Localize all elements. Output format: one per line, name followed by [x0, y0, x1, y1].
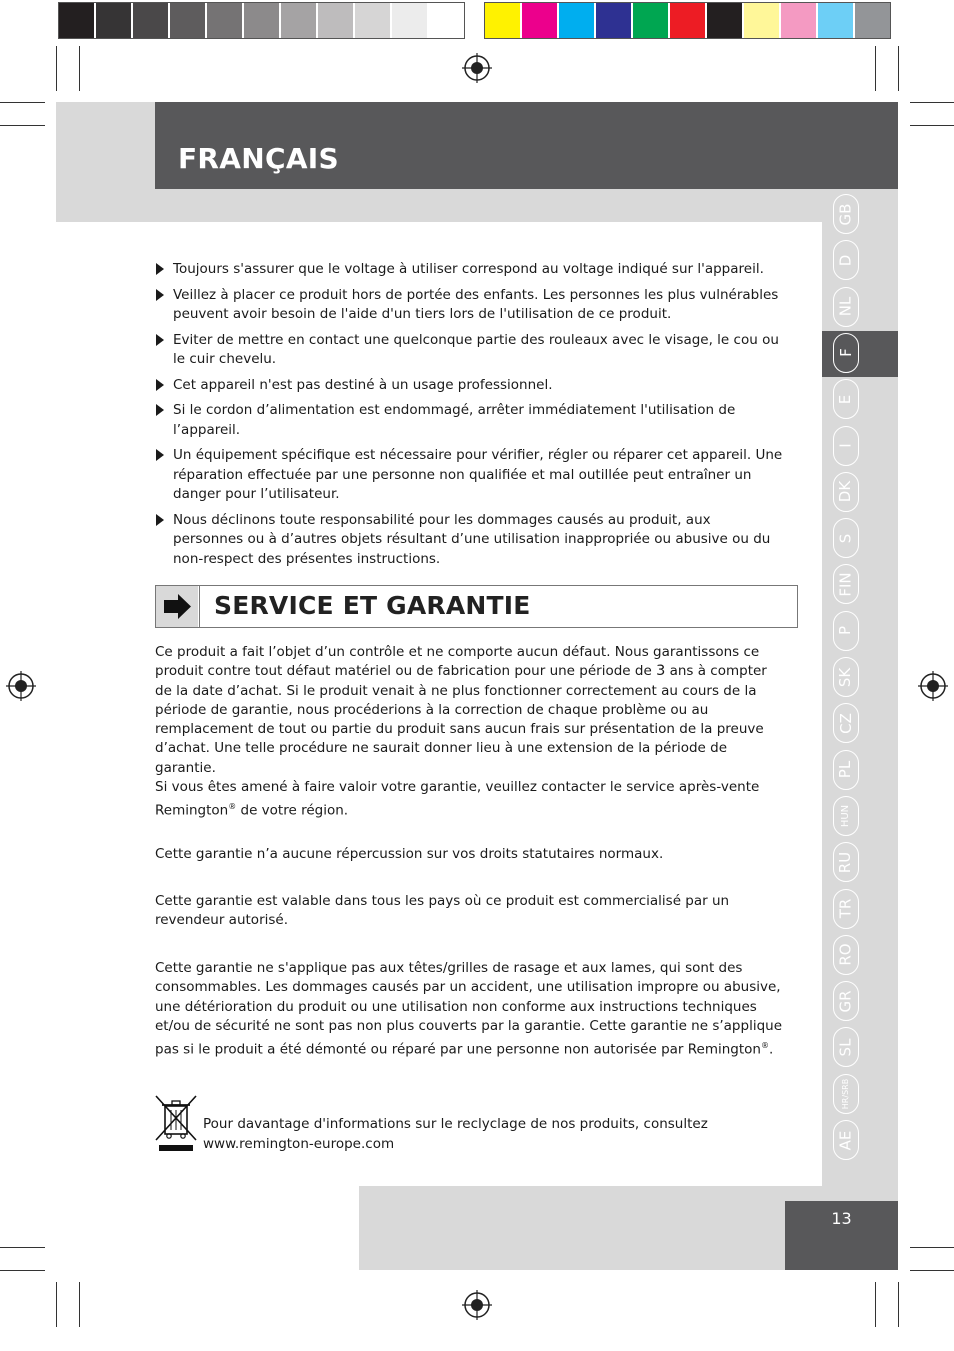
grey-swatch [355, 3, 390, 38]
bullet-triangle-icon [156, 514, 164, 526]
language-tab-label: RU [836, 851, 855, 873]
language-tab-label: S [836, 533, 855, 543]
color-swatch [707, 3, 742, 38]
language-tab-i[interactable] [833, 426, 859, 466]
crop-mark [910, 1247, 954, 1248]
language-tab-sk[interactable] [833, 657, 859, 697]
recycle-note [203, 1115, 763, 1154]
language-tab-label: AE [836, 1130, 855, 1150]
grey-swatch [429, 3, 464, 38]
color-swatch [818, 3, 853, 38]
safety-list-text: Un équipement spécifique est nécessaire pour vérifier, régler ou réparer cet appareil. Une réparation effectuée par une personne non qualifiée et mal outillée peut entraîner un danger pour l’utilisateur. [173, 447, 783, 502]
bullet-triangle-icon [156, 289, 164, 301]
warranty-text-end: ans à compter de la date d’achat. Si le produit venait à ne plus fonctionner correctement au cours de la période de garantie, nous procéderions à la correction de chaque problème ou au remplacement de tout ou partie du produit sans aucun frais sur présentation de la preuve d’achat. Une telle procédure ne saurait donner lieu à une extension de la période de garantie. [155, 663, 767, 776]
weee-crossed-bin-icon [155, 1094, 197, 1152]
safety-list [155, 260, 785, 575]
page-number: 13 [831, 1209, 852, 1228]
safety-list-item [155, 376, 785, 396]
crop-mark [910, 125, 954, 126]
section-title: SERVICE ET GARANTIE [214, 591, 531, 620]
language-tab-label: E [836, 394, 855, 404]
warranty-text-start: Ce produit a fait l’objet d’un contrôle et ne comporte aucun défaut. Nous garantissons ce produit contre tout défaut matériel ou de fabrication pour une période de [155, 644, 760, 680]
safety-list-text: Si le cordon d’alimentation est endommagé, arrêter immédiatement l'utilisation de l’appareil. [173, 402, 736, 438]
safety-list-item [155, 286, 785, 325]
language-tab-label: HUN [839, 804, 851, 828]
language-tab-ro[interactable] [833, 935, 859, 975]
language-tab-nl[interactable] [833, 287, 859, 327]
section-divider [199, 586, 200, 627]
crop-mark [79, 1282, 80, 1327]
language-tab-label: CZ [836, 712, 855, 734]
grey-swatch [96, 3, 131, 38]
language-tab-label: P [836, 626, 855, 636]
language-tab-label: I [836, 443, 855, 448]
language-tab-ae[interactable] [833, 1120, 859, 1160]
language-tab-s[interactable] [833, 518, 859, 558]
safety-list-text: Toujours s'assurer que le voltage à utiliser correspond au voltage indiqué sur l'appareil. [173, 261, 764, 277]
warranty-paragraph [155, 643, 785, 821]
arrow-right-icon [156, 586, 198, 627]
language-tab-label: SK [836, 667, 855, 687]
color-swatch-bar [484, 2, 891, 39]
safety-list-text: Cet appareil n'est pas destiné à un usage professionnel. [173, 376, 553, 393]
language-tab-label: RO [836, 943, 855, 966]
language-tab-f[interactable] [833, 333, 859, 373]
language-tab-label: TR [836, 898, 855, 919]
safety-list-text: Eviter de mettre en contact une quelconque partie des rouleaux avec le visage, le cou ou le cuir chevelu. [173, 331, 779, 367]
grey-swatch-bar [58, 2, 465, 39]
exclusions-paragraph [155, 959, 785, 1060]
color-swatch [559, 3, 594, 38]
grey-swatch [244, 3, 279, 38]
language-tab-d[interactable] [833, 240, 859, 280]
color-swatch [522, 3, 557, 38]
registration-mark-icon [6, 671, 36, 701]
section-header [155, 585, 798, 628]
language-tab-gb[interactable] [833, 194, 859, 234]
color-swatch [781, 3, 816, 38]
bullet-triangle-icon [156, 404, 164, 416]
language-tab-label: D [836, 254, 855, 267]
registration-mark-icon [918, 671, 948, 701]
warranty-contact: Si vous êtes amené à faire valoir votre garantie, veuillez contacter le service après-vente Remington [155, 779, 760, 819]
safety-list-text: Nous déclinons toute responsabilité pour les dommages causés au produit, aux personnes ou à d’autres objets résultant d’une utilisation inappropriée ou abusive ou du non-respect des présentes instructions. [173, 511, 771, 567]
color-swatch [670, 3, 705, 38]
color-swatch [633, 3, 668, 38]
exclusions-text: Cette garantie ne s'applique pas aux têtes/grilles de rasage et aux lames, qui sont des consommables. Les dommages causés par un accident, une utilisation impropre ou abusive, une détérioration du produit ou une utilisation non conforme aux instructions techniques et/ou de sécurité ne sont pas non plus couverts par la garantie. Cette garantie ne s’applique pas si le produit a été démonté ou réparé par une personne non autorisée par Remington [155, 960, 782, 1058]
language-tab-ru[interactable] [833, 842, 859, 882]
bullet-triangle-icon [156, 334, 164, 346]
recycle-website-link[interactable]: www.remington-europe.com [203, 1135, 395, 1152]
warranty-contact-end: de votre région. [236, 802, 349, 819]
crop-mark [79, 46, 80, 91]
registration-mark-icon [462, 1290, 492, 1320]
registered-mark: ® [228, 802, 237, 812]
grey-swatch [207, 3, 242, 38]
language-tab-hun[interactable] [833, 796, 859, 836]
crop-mark [56, 1282, 57, 1327]
language-tab-label: GB [836, 203, 855, 225]
grey-swatch [59, 3, 94, 38]
crop-mark [0, 125, 45, 126]
crop-mark [0, 1270, 45, 1271]
registration-mark-icon [462, 53, 492, 83]
language-tab-label: FIN [836, 572, 855, 597]
crop-mark [898, 1282, 899, 1327]
language-tab-label: HR/SRB [841, 1078, 850, 1109]
page-title: FRANÇAIS [178, 142, 339, 175]
safety-list-item [155, 260, 785, 280]
bullet-triangle-icon [156, 449, 164, 461]
statutory-rights-paragraph: Cette garantie n’a aucune répercussion sur vos droits statutaires normaux. [155, 846, 664, 862]
crop-mark [875, 46, 876, 91]
crop-mark [875, 1282, 876, 1327]
section-icon-cell [156, 586, 198, 627]
language-tab-cz[interactable] [833, 703, 859, 743]
crop-mark [0, 1247, 45, 1248]
language-tab-pl[interactable] [833, 750, 859, 790]
exclusions-text-end: . [768, 1041, 774, 1058]
color-swatch [744, 3, 779, 38]
language-tab-p[interactable] [833, 611, 859, 651]
language-tab-tr[interactable] [833, 889, 859, 929]
grey-swatch [281, 3, 316, 38]
safety-list-text: Veillez à placer ce produit hors de portée des enfants. Les personnes les plus vulnérables peuvent avoir besoin de l'aide d'un tiers lors de l'utilisation de ce produit. [173, 286, 779, 322]
language-tab-gr[interactable] [833, 981, 859, 1021]
crop-mark [910, 1270, 954, 1271]
page-number-box [785, 1201, 898, 1270]
crop-mark [910, 102, 954, 103]
safety-list-item [155, 446, 785, 505]
grey-swatch [318, 3, 353, 38]
bullet-triangle-icon [156, 379, 164, 391]
validity-paragraph: Cette garantie est valable dans tous les pays où ce produit est commercialisé par un revendeur autorisé. [155, 893, 730, 929]
crop-mark [898, 46, 899, 91]
language-tab-dk[interactable] [833, 472, 859, 512]
language-tab-sl[interactable] [833, 1027, 859, 1067]
grey-swatch [392, 3, 427, 38]
language-tab-hr-srb[interactable] [833, 1074, 859, 1114]
language-tab-fin[interactable] [833, 564, 859, 604]
grey-swatch [133, 3, 168, 38]
language-tab-label: GR [836, 990, 855, 1013]
language-tab-label: SL [836, 1038, 855, 1057]
registered-mark: ® [760, 1041, 769, 1051]
bullet-triangle-icon [156, 263, 164, 275]
crop-mark [0, 102, 45, 103]
safety-list-item [155, 511, 785, 570]
warranty-years: 3 [656, 663, 666, 680]
crop-mark [56, 46, 57, 91]
language-tab-e[interactable] [833, 379, 859, 419]
language-tab-label: F [836, 348, 855, 358]
language-tab-label: PL [836, 760, 855, 779]
recycle-note-text: Pour davantage d'informations sur le reclyclage de nos produits, consultez [203, 1116, 708, 1132]
safety-list-item [155, 401, 785, 440]
color-swatch [596, 3, 631, 38]
language-tab-label: NL [836, 296, 855, 317]
safety-list-item [155, 331, 785, 370]
grey-swatch [170, 3, 205, 38]
color-swatch [855, 3, 890, 38]
language-tab-label: DK [836, 481, 855, 503]
color-swatch [485, 3, 520, 38]
